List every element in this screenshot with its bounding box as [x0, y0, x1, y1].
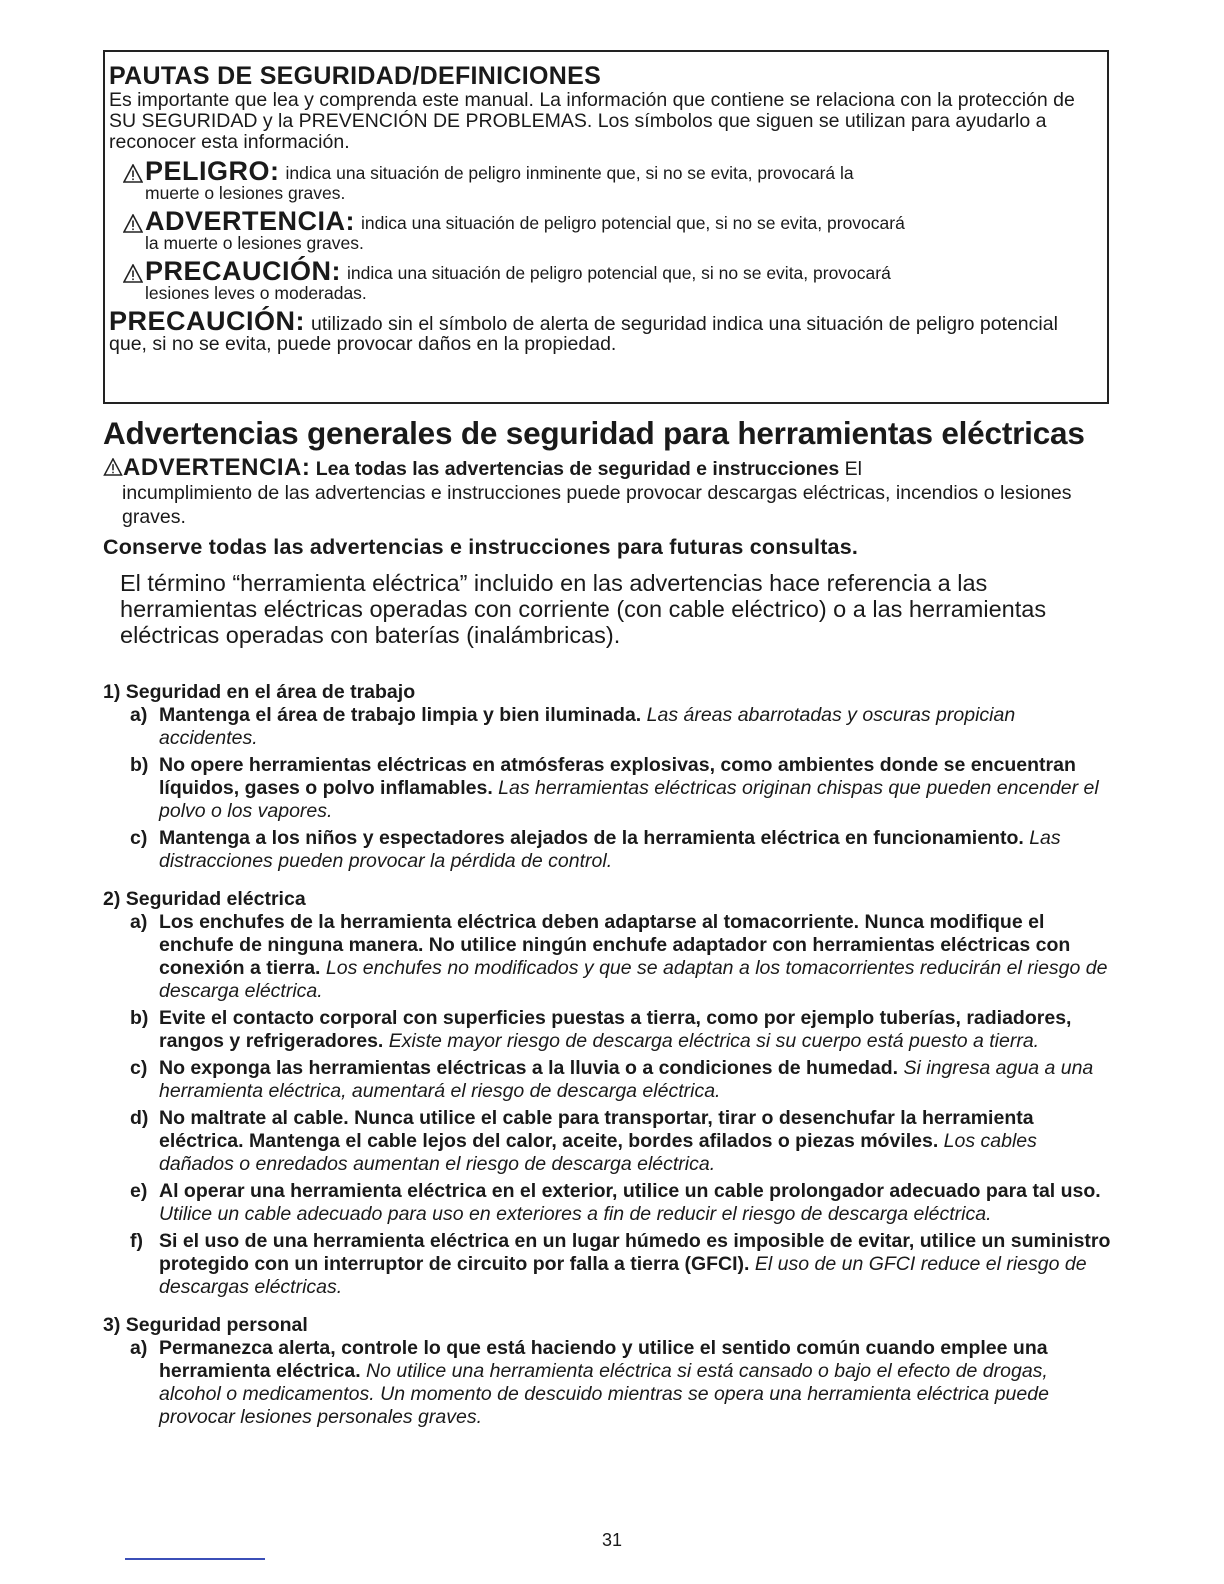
peligro-word: PELIGRO: [145, 156, 280, 186]
warning-word: ADVERTENCIA: [123, 454, 311, 481]
page-title: Advertencias generales de seguridad para herramientas eléctricas [103, 415, 1085, 451]
precaucion-word: PRECAUCIÓN: [145, 256, 342, 286]
item-explanation: Los enchufes no modificados y que se adaptan a los tomacorrientes reducirán el riesgo de descarga eléctrica. [159, 957, 1108, 1002]
section-title: 3) Seguridad personal [103, 1314, 308, 1336]
item-explanation: Las áreas abarrotadas y oscuras propician accidentes. [159, 704, 1016, 749]
safety-sections [103, 680, 1115, 1443]
advertencia-text: indica una situación de peligro potencial que, si no se evita, provocará [361, 213, 905, 233]
warning-triangle-icon [123, 164, 143, 183]
item-letter: b) [130, 1007, 149, 1029]
peligro-text: indica una situación de peligro inminente que, si no se evita, provocará la [285, 163, 854, 183]
list-item [103, 1057, 1115, 1103]
list-item [103, 827, 1115, 873]
list-item [103, 1107, 1115, 1176]
precaucion-text-cont: lesiones leves o moderadas. [145, 283, 367, 303]
safety-box-intro: Es importante que lea y comprenda este manual. La información que contiene se relaciona con la protección de SU SEGURIDAD y la PREVENCIÓN DE PROBLEMAS. Los símbolos que siguen se utilizan para ayudarlo a reconocer esta información. [109, 89, 1075, 153]
item-letter: e) [130, 1180, 148, 1202]
general-warning [103, 456, 1113, 529]
precaucion-plain-text: utilizado sin el símbolo de alerta de seguridad indica una situación de peligro potencial que, si no se evita, puede provocar daños en la propiedad. [109, 313, 1058, 355]
item-instruction: Al operar una herramienta eléctrica en el exterior, utilice un cable prolongador adecuado para tal uso. [159, 1180, 1101, 1202]
safety-definitions-box [103, 50, 1109, 404]
precaucion-plain-word: PRECAUCIÓN: [109, 306, 306, 336]
item-letter: c) [130, 1057, 148, 1079]
safety-box-title: PAUTAS DE SEGURIDAD/DEFINICIONES [109, 62, 602, 90]
item-letter: d) [130, 1107, 149, 1129]
item-explanation: Las herramientas eléctricas originan chispas que pueden encender el polvo o los vapores. [159, 777, 1099, 822]
list-item [103, 1007, 1115, 1053]
section-title: 2) Seguridad eléctrica [103, 888, 306, 910]
item-instruction: Mantenga a los niños y espectadores alejados de la herramienta eléctrica en funcionamiento. [159, 827, 1024, 849]
item-instruction: No opere herramientas eléctricas en atmósferas explosivas, como ambientes donde se encuentran líquidos, gases o polvo inflamables. [159, 754, 1076, 799]
item-instruction: Si el uso de una herramienta eléctrica en un lugar húmedo es imposible de evitar, utilice un suministro protegido con un interruptor de circuito por falla a tierra (GFCI). [159, 1230, 1111, 1275]
advertencia-word: ADVERTENCIA: [145, 206, 356, 236]
page-number: 31 [601, 1530, 623, 1550]
conserve-instructions: Conserve todas las advertencias e instrucciones para futuras consultas. [103, 535, 859, 559]
advertencia-definition [109, 206, 1099, 253]
precaucion-definition [109, 256, 1099, 303]
list-item [103, 1230, 1115, 1299]
peligro-text-cont: muerte o lesiones graves. [145, 183, 346, 203]
warning-text: El [844, 458, 862, 480]
item-explanation: Existe mayor riesgo de descarga eléctrica si su cuerpo está puesto a tierra. [388, 1030, 1040, 1052]
item-explanation: Utilice un cable adecuado para uso en exteriores a fin de reducir el riesgo de descarga eléctrica. [159, 1203, 992, 1225]
item-letter: a) [130, 911, 148, 933]
item-explanation: El uso de un GFCI reduce el riesgo de descargas eléctricas. [159, 1253, 1087, 1298]
item-explanation: Las distracciones pueden provocar la pérdida de control. [159, 827, 1061, 872]
item-letter: b) [130, 754, 149, 776]
list-item [103, 704, 1115, 750]
item-instruction: Permanezca alerta, controle lo que está haciendo y utilice el sentido común cuando emplee una herramienta eléctrica. [159, 1337, 1048, 1382]
safety-section [103, 887, 1115, 1299]
item-explanation: No utilice una herramienta eléctrica si está cansado o bajo el efecto de drogas, alcohol o medicamentos. Un momento de descuido mientras se opera una herramienta eléctrica puede provocar lesiones personales graves. [159, 1360, 1049, 1428]
advertencia-text-cont: la muerte o lesiones graves. [145, 233, 364, 253]
precaucion-plain-definition [109, 306, 1099, 355]
item-letter: f) [130, 1230, 143, 1252]
peligro-definition [109, 156, 1099, 203]
item-instruction: No exponga las herramientas eléctricas a la lluvia o a condiciones de humedad. [159, 1057, 899, 1079]
item-instruction: Mantenga el área de trabajo limpia y bien iluminada. [159, 704, 642, 726]
item-instruction: No maltrate al cable. Nunca utilice el cable para transportar, tirar o desenchufar la herramienta eléctrica. Mantenga el cable lejos del calor, aceite, bordes afilados o piezas móviles. [159, 1107, 1034, 1152]
list-item [103, 754, 1115, 823]
list-item [103, 911, 1115, 1003]
warning-triangle-icon [103, 458, 123, 476]
item-letter: c) [130, 827, 148, 849]
section-title: 1) Seguridad en el área de trabajo [103, 681, 416, 703]
safety-section [103, 680, 1115, 873]
precaucion-text: indica una situación de peligro potencial que, si no se evita, provocará [347, 263, 891, 283]
warning-triangle-icon [123, 264, 143, 283]
item-instruction: Los enchufes de la herramienta eléctrica deben adaptarse al tomacorriente. Nunca modifique el enchufe de ninguna manera. No utilice ningún enchufe adaptador con herramientas eléctricas con conexión a tierra. [159, 911, 1071, 979]
warning-lead: Lea todas las advertencias de seguridad e instrucciones [315, 458, 840, 480]
list-item [103, 1180, 1115, 1226]
footer-rule [125, 1558, 265, 1560]
safety-section [103, 1313, 1115, 1429]
list-item [103, 1337, 1115, 1429]
item-explanation: Si ingresa agua a una herramienta eléctrica, aumentará el riesgo de descarga eléctrica. [159, 1057, 1094, 1102]
item-letter: a) [130, 1337, 148, 1359]
item-explanation: Los cables dañados o enredados aumentan el riesgo de descarga eléctrica. [159, 1130, 1037, 1175]
term-definition-paragraph: El término “herramienta eléctrica” incluido en las advertencias hace referencia a las herramientas eléctricas operadas con corriente (con cable eléctrico) o a las herramientas eléctricas operadas con baterías (inalámbricas). [120, 570, 1047, 648]
item-instruction: Evite el contacto corporal con superficies puestas a tierra, como por ejemplo tuberías, radiadores, rangos y refrigeradores. [159, 1007, 1072, 1052]
item-letter: a) [130, 704, 148, 726]
warning-body: incumplimiento de las advertencias e instrucciones puede provocar descargas eléctricas, incendios o lesiones graves. [122, 482, 1072, 528]
warning-triangle-icon [123, 214, 143, 233]
